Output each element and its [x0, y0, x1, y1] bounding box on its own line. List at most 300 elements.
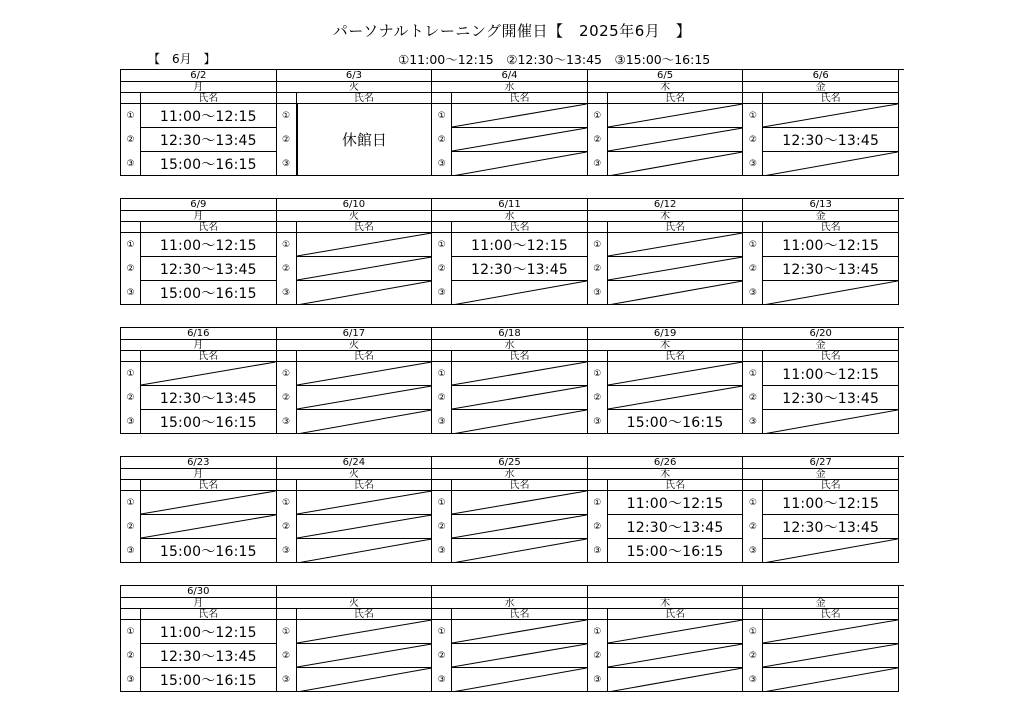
slot-number: ③ — [588, 539, 608, 563]
day-slots — [588, 362, 743, 434]
slot-number: ② — [121, 386, 141, 410]
day-weekday: 月 — [121, 469, 276, 480]
slot-time[interactable]: 12:30～13:45 — [452, 257, 587, 281]
time-slot-row — [432, 644, 587, 668]
strike-line — [608, 668, 743, 692]
time-slot-row — [277, 491, 432, 515]
slot-unavailable[interactable] — [763, 152, 898, 176]
slot-time[interactable]: 11:00～12:15 — [452, 233, 587, 257]
slot-number-header — [743, 93, 763, 103]
strike-line — [452, 410, 587, 434]
slot-unavailable[interactable] — [452, 515, 587, 539]
slot-number: ③ — [121, 668, 141, 692]
strike-line — [608, 233, 743, 256]
name-header-row — [121, 609, 276, 620]
day-date: 6/18 — [432, 328, 587, 340]
day-slots — [121, 491, 276, 563]
time-slot-row — [432, 515, 587, 539]
slot-number: ③ — [588, 410, 608, 434]
name-header-row — [743, 222, 898, 233]
slot-unavailable[interactable] — [608, 362, 743, 386]
slot-time[interactable]: 15:00～16:15 — [159, 157, 257, 173]
slot-number-header — [743, 480, 763, 490]
strike-line — [452, 644, 587, 667]
slot-time[interactable]: 12:30～13:45 — [763, 515, 898, 539]
slot-unavailable[interactable] — [763, 539, 898, 563]
slot-number: ① — [588, 491, 608, 515]
slot-unavailable[interactable] — [608, 104, 743, 128]
slot-number: ② — [432, 515, 452, 539]
day-weekday: 火 — [277, 598, 432, 609]
day-slots — [588, 233, 743, 305]
time-slot-row — [432, 410, 587, 434]
day-column — [743, 199, 899, 305]
slot-unavailable[interactable] — [297, 386, 432, 410]
slot-number: ② — [432, 257, 452, 281]
time-slot-row — [588, 539, 743, 563]
slot-unavailable[interactable] — [452, 281, 587, 305]
slot-number: ① — [121, 104, 141, 128]
slot-number: ② — [588, 644, 608, 668]
slot-number: ② — [432, 128, 452, 152]
strike-line — [297, 362, 432, 385]
slot-number: ① — [588, 362, 608, 386]
slot-number: ① — [121, 491, 141, 515]
slot-unavailable[interactable] — [608, 257, 743, 281]
slot-unavailable[interactable] — [452, 104, 587, 128]
slot-unavailable[interactable] — [141, 515, 276, 539]
strike-line — [608, 386, 743, 409]
slot-unavailable[interactable] — [452, 152, 587, 176]
day-slots — [432, 104, 587, 176]
slot-number: ② — [432, 644, 452, 668]
strike-line — [452, 281, 587, 305]
day-weekday: 金 — [743, 82, 898, 93]
time-slot-row — [743, 233, 898, 257]
day-slots — [121, 233, 276, 305]
slot-number: ① — [588, 104, 608, 128]
slot-time[interactable]: 11:00～12:15 — [141, 233, 276, 257]
time-slot-row — [743, 620, 898, 644]
slot-number-header — [121, 222, 141, 232]
slot-number-header — [432, 222, 452, 232]
time-slot-row — [432, 257, 587, 281]
time-slot-row — [121, 515, 276, 539]
day-column — [432, 199, 588, 305]
slot-unavailable[interactable] — [763, 644, 898, 668]
name-header: 氏名 — [665, 480, 686, 491]
slot-unavailable[interactable] — [763, 281, 898, 305]
day-date: 6/9 — [121, 199, 276, 211]
day-weekday: 月 — [121, 82, 276, 93]
strike-line — [297, 233, 432, 256]
name-header: 氏名 — [665, 222, 686, 233]
slot-time[interactable]: 15:00～16:15 — [626, 415, 724, 431]
slot-number: ① — [588, 620, 608, 644]
slot-number: ③ — [432, 410, 452, 434]
day-date: 6/26 — [588, 457, 743, 469]
name-header: 氏名 — [353, 351, 374, 362]
slot-number: ② — [743, 515, 763, 539]
name-header-row — [588, 222, 743, 233]
name-header-row — [432, 222, 587, 233]
slot-number: ② — [277, 386, 297, 410]
slot-number-header — [588, 351, 608, 361]
slot-number: ③ — [432, 668, 452, 692]
day-column — [121, 586, 277, 692]
day-weekday: 火 — [277, 211, 432, 222]
slot-number: ① — [277, 620, 297, 644]
slot-number-header — [277, 222, 297, 232]
time-slot-row — [277, 257, 432, 281]
slot-unavailable[interactable] — [608, 644, 743, 668]
slot-number: ① — [121, 233, 141, 257]
time-slot-row — [588, 152, 743, 176]
strike-line — [452, 152, 587, 176]
name-header: 氏名 — [820, 351, 841, 362]
slot-time[interactable]: 15:00～16:15 — [626, 544, 724, 560]
name-header-row — [588, 609, 743, 620]
slot-unavailable[interactable] — [763, 410, 898, 434]
slot-number: ① — [432, 491, 452, 515]
strike-line — [141, 515, 276, 538]
day-weekday: 水 — [432, 82, 587, 93]
name-header-row — [121, 222, 276, 233]
slot-number: ③ — [432, 539, 452, 563]
month-label: 【 6月 】 — [148, 52, 216, 66]
slot-number-header — [432, 351, 452, 361]
time-slot-row — [432, 362, 587, 386]
slot-unavailable[interactable] — [452, 491, 587, 515]
time-slot-row — [121, 644, 276, 668]
slot-time[interactable]: 12:30～13:45 — [763, 128, 898, 152]
slot-time[interactable]: 12:30～13:45 — [141, 644, 276, 668]
strike-line — [608, 128, 743, 151]
slot-number: ③ — [277, 281, 297, 305]
day-column — [277, 70, 433, 176]
time-slot-row — [588, 644, 743, 668]
day-slots — [121, 620, 276, 692]
name-header: 氏名 — [198, 93, 219, 104]
slot-unavailable[interactable] — [297, 620, 432, 644]
slot-number-header — [432, 609, 452, 619]
slot-time[interactable]: 11:00～12:15 — [141, 104, 276, 128]
name-header: 氏名 — [353, 222, 374, 233]
day-column — [121, 199, 277, 305]
time-slot-row — [121, 620, 276, 644]
strike-line — [452, 386, 587, 409]
slot-number: ① — [743, 362, 763, 386]
day-date: 6/24 — [277, 457, 432, 469]
slot-number: ③ — [588, 668, 608, 692]
strike-line — [763, 152, 898, 176]
day-weekday: 火 — [277, 469, 432, 480]
day-date: 6/13 — [743, 199, 898, 211]
name-header-row — [277, 480, 432, 491]
strike-line — [608, 362, 743, 385]
slot-number: ① — [121, 620, 141, 644]
day-date — [277, 586, 432, 598]
strike-line — [608, 152, 743, 176]
time-slot-row — [277, 644, 432, 668]
slot-unavailable[interactable] — [141, 362, 276, 386]
time-slot-row — [121, 152, 276, 176]
name-header-row — [432, 609, 587, 620]
strike-line — [297, 539, 432, 563]
slot-number: ② — [277, 128, 297, 152]
slot-number: ② — [277, 644, 297, 668]
slot-unavailable[interactable] — [608, 386, 743, 410]
slot-time[interactable]: 12:30～13:45 — [608, 515, 743, 539]
slot-number: ② — [743, 644, 763, 668]
day-column — [743, 70, 899, 176]
slot-number-header — [277, 480, 297, 490]
slot-number: ③ — [588, 281, 608, 305]
day-date: 6/20 — [743, 328, 898, 340]
day-weekday: 金 — [743, 211, 898, 222]
slot-unavailable[interactable] — [763, 104, 898, 128]
slot-time[interactable]: 12:30～13:45 — [141, 128, 276, 152]
slot-number: ① — [432, 233, 452, 257]
slot-time[interactable]: 12:30～13:45 — [141, 257, 276, 281]
time-slot-row — [588, 515, 743, 539]
day-slots — [121, 362, 276, 434]
time-slot-row — [277, 410, 432, 434]
time-slot-row — [743, 410, 898, 434]
day-column — [121, 457, 277, 563]
name-header-row — [743, 480, 898, 491]
slot-number: ① — [432, 104, 452, 128]
slot-unavailable[interactable] — [452, 620, 587, 644]
day-slots — [432, 233, 587, 305]
slot-unavailable[interactable] — [297, 410, 432, 434]
slot-number: ① — [743, 104, 763, 128]
name-header-row — [121, 351, 276, 362]
slot-number: ③ — [277, 152, 297, 176]
time-slot-row — [121, 281, 276, 305]
day-weekday: 金 — [743, 598, 898, 609]
slot-unavailable[interactable] — [452, 362, 587, 386]
slot-time[interactable]: 11:00～12:15 — [763, 233, 898, 257]
slot-number: ① — [277, 104, 297, 128]
slot-number: ② — [743, 386, 763, 410]
slot-unavailable[interactable] — [452, 644, 587, 668]
slot-number: ② — [743, 257, 763, 281]
slot-unavailable[interactable] — [608, 668, 743, 692]
time-slot-row — [121, 362, 276, 386]
slot-number-header — [743, 222, 763, 232]
strike-line — [297, 620, 432, 643]
slot-number: ② — [588, 128, 608, 152]
name-header: 氏名 — [820, 609, 841, 620]
slot-unavailable[interactable] — [608, 152, 743, 176]
slot-time[interactable]: 12:30～13:45 — [763, 386, 898, 410]
name-header: 氏名 — [509, 609, 530, 620]
slot-unavailable[interactable] — [763, 668, 898, 692]
slot-unavailable[interactable] — [297, 491, 432, 515]
slot-number: ③ — [743, 410, 763, 434]
day-date: 6/11 — [432, 199, 587, 211]
name-header-row — [277, 222, 432, 233]
name-header: 氏名 — [509, 222, 530, 233]
day-date: 6/16 — [121, 328, 276, 340]
slot-time[interactable]: 15:00～16:15 — [159, 415, 257, 431]
slot-unavailable[interactable] — [452, 128, 587, 152]
strike-line — [763, 539, 898, 563]
slot-unavailable[interactable] — [297, 644, 432, 668]
slot-unavailable[interactable] — [608, 128, 743, 152]
day-weekday: 月 — [121, 340, 276, 351]
strike-line — [452, 539, 587, 563]
time-slot-row — [121, 539, 276, 563]
name-header-row — [121, 480, 276, 491]
name-header: 氏名 — [820, 222, 841, 233]
slot-number: ② — [743, 128, 763, 152]
slot-number: ② — [588, 386, 608, 410]
day-slots — [743, 362, 898, 434]
slot-unavailable[interactable] — [452, 539, 587, 563]
day-slots — [277, 620, 432, 692]
slot-number-header — [121, 609, 141, 619]
day-date: 6/2 — [121, 70, 276, 82]
time-slot-row — [588, 620, 743, 644]
slot-unavailable[interactable] — [608, 233, 743, 257]
slot-number: ③ — [277, 668, 297, 692]
strike-line — [608, 644, 743, 667]
slot-time[interactable]: 11:00～12:15 — [141, 620, 276, 644]
time-slot-row — [743, 515, 898, 539]
time-slot-row — [588, 668, 743, 692]
slot-time[interactable]: 15:00～16:15 — [159, 673, 257, 689]
day-slots — [588, 620, 743, 692]
time-slot-row — [121, 128, 276, 152]
slot-unavailable[interactable] — [452, 410, 587, 434]
slot-unavailable[interactable] — [452, 386, 587, 410]
day-weekday: 木 — [588, 469, 743, 480]
day-slots — [588, 491, 743, 563]
slot-time[interactable]: 12:30～13:45 — [763, 257, 898, 281]
slot-unavailable[interactable] — [608, 281, 743, 305]
strike-line — [452, 104, 587, 127]
time-slot-legend: ①11:00～12:15 ②12:30～13:45 ③15:00～16:15 — [398, 52, 711, 67]
slot-number: ② — [121, 515, 141, 539]
slot-unavailable[interactable] — [297, 362, 432, 386]
slot-number: ③ — [121, 539, 141, 563]
slot-unavailable[interactable] — [297, 668, 432, 692]
slot-unavailable[interactable] — [297, 233, 432, 257]
slot-time[interactable]: 11:00～12:15 — [608, 491, 743, 515]
slot-unavailable[interactable] — [297, 281, 432, 305]
slot-number: ③ — [588, 152, 608, 176]
day-column — [588, 586, 744, 692]
slot-unavailable[interactable] — [452, 668, 587, 692]
slot-unavailable[interactable] — [763, 620, 898, 644]
time-slot-row — [432, 386, 587, 410]
slot-number: ② — [121, 257, 141, 281]
name-header-row — [743, 93, 898, 104]
name-header: 氏名 — [665, 351, 686, 362]
day-slots — [432, 362, 587, 434]
day-date — [743, 586, 898, 598]
day-date: 6/4 — [432, 70, 587, 82]
slot-number: ③ — [743, 152, 763, 176]
day-weekday: 金 — [743, 340, 898, 351]
day-slots — [743, 104, 898, 176]
strike-line — [763, 104, 898, 127]
day-weekday: 火 — [277, 82, 432, 93]
strike-line — [763, 644, 898, 667]
slot-number-header — [432, 480, 452, 490]
slot-time[interactable]: 15:00～16:15 — [159, 286, 257, 302]
day-column — [743, 328, 899, 434]
slot-time[interactable]: 11:00～12:15 — [763, 491, 898, 515]
slot-unavailable[interactable] — [141, 491, 276, 515]
time-slot-row — [432, 668, 587, 692]
day-column — [588, 199, 744, 305]
slot-number: ③ — [121, 152, 141, 176]
time-slot-row — [277, 362, 432, 386]
time-slot-row — [121, 233, 276, 257]
slot-number: ③ — [277, 410, 297, 434]
strike-line — [452, 362, 587, 385]
slot-unavailable[interactable] — [297, 257, 432, 281]
slot-number-header — [277, 93, 297, 103]
day-date: 6/25 — [432, 457, 587, 469]
slot-unavailable[interactable] — [297, 515, 432, 539]
day-column — [432, 586, 588, 692]
slot-unavailable[interactable] — [297, 539, 432, 563]
time-slot-row — [743, 644, 898, 668]
day-date: 6/3 — [277, 70, 432, 82]
time-slot-row — [743, 281, 898, 305]
name-header: 氏名 — [820, 480, 841, 491]
slot-number: ② — [588, 257, 608, 281]
strike-line — [608, 104, 743, 127]
slot-number: ② — [121, 644, 141, 668]
name-header-row — [588, 480, 743, 491]
time-slot-row — [588, 257, 743, 281]
strike-line — [297, 515, 432, 538]
slot-number-header — [277, 609, 297, 619]
slot-time[interactable]: 15:00～16:15 — [159, 544, 257, 560]
day-slots — [743, 620, 898, 692]
name-header: 氏名 — [820, 93, 841, 104]
name-header: 氏名 — [509, 480, 530, 491]
day-column — [277, 328, 433, 434]
strike-line — [608, 281, 743, 305]
strike-line — [763, 281, 898, 305]
time-slot-row — [743, 152, 898, 176]
slot-unavailable[interactable] — [608, 620, 743, 644]
name-header: 氏名 — [198, 351, 219, 362]
day-date: 6/17 — [277, 328, 432, 340]
time-slot-row — [588, 362, 743, 386]
time-slot-row — [121, 491, 276, 515]
slot-time[interactable]: 11:00～12:15 — [763, 362, 898, 386]
day-date — [432, 586, 587, 598]
time-slot-row — [743, 668, 898, 692]
slot-number-header — [432, 93, 452, 103]
name-header-row — [432, 351, 587, 362]
day-weekday: 水 — [432, 340, 587, 351]
slot-number: ② — [588, 515, 608, 539]
strike-line — [297, 668, 432, 692]
slot-number-header — [588, 93, 608, 103]
time-slot-row — [277, 281, 432, 305]
slot-number: ① — [432, 620, 452, 644]
slot-number: ③ — [121, 281, 141, 305]
slot-time[interactable]: 12:30～13:45 — [141, 386, 276, 410]
